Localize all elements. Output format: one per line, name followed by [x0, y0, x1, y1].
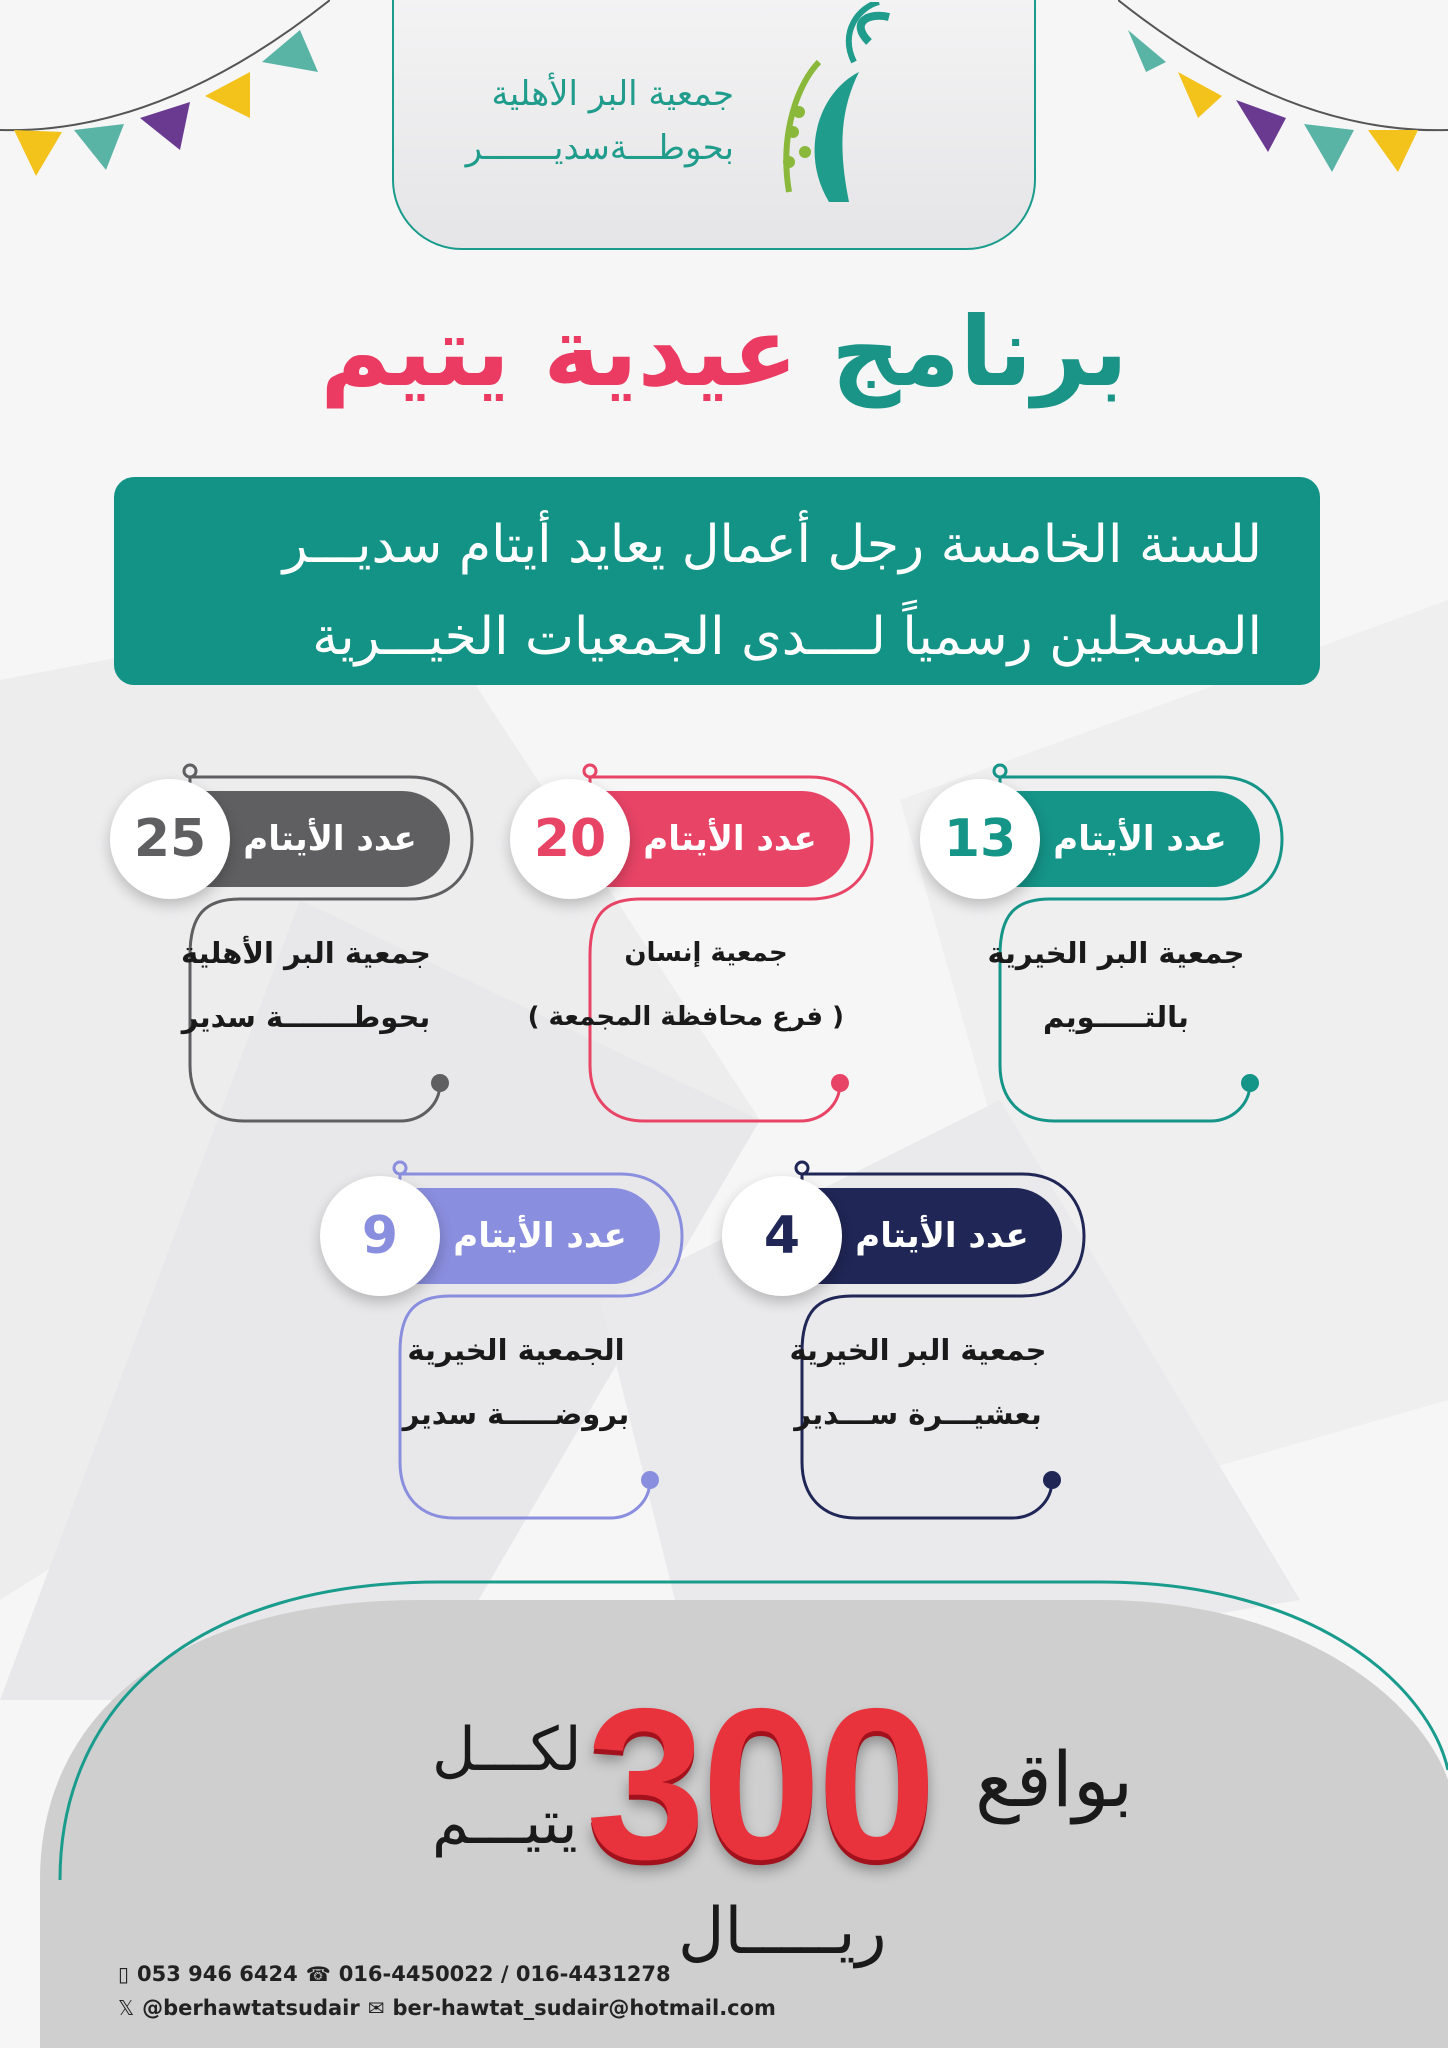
- orphans-count-label: عدد الأيتام: [360, 1188, 660, 1284]
- orphans-count-badge: 20: [510, 779, 630, 899]
- charity-card-rawdah: [320, 1162, 700, 1542]
- charity-name-line1: جمعية البر الخيرية: [987, 936, 1245, 970]
- bunting-right: [1118, 0, 1448, 190]
- logo-box: [392, 0, 1036, 250]
- orphans-count-badge: 13: [920, 779, 1040, 899]
- charity-name-line1: جمعية البر الخيرية: [789, 1333, 1047, 1367]
- banner-line1: للسنة الخامسة رجل أعمال يعايد أيتام سديـــر: [282, 515, 1262, 575]
- reward-prefix: بواقع: [975, 1735, 1134, 1824]
- charity-name-line1: الجمعية الخيرية: [407, 1333, 625, 1367]
- announcement-banner: [114, 477, 1320, 685]
- reward-amount: 300: [586, 1663, 933, 1904]
- org-logo-icon: [759, 2, 899, 222]
- contact-online: [118, 1996, 776, 2020]
- charity-name: [978, 921, 1254, 1049]
- org-name-line2: بحوطـــةسديـــــــر: [465, 128, 734, 168]
- contact-landlines: 016-4450022 / 016-4431278: [338, 1962, 671, 1986]
- charity-name-line1: جمعية البر الأهلية: [181, 936, 431, 970]
- charity-name-line2: بعشيـــرة ســـدير: [794, 1397, 1042, 1431]
- org-name-line1: جمعية البر الأهلية: [491, 74, 734, 114]
- orphans-count-badge: 4: [722, 1176, 842, 1296]
- contact-mobile: 053 946 6424: [137, 1962, 298, 1986]
- orphans-count-label: عدد الأيتام: [762, 1188, 1062, 1284]
- phone-icon: ☎: [305, 1962, 331, 1986]
- title-word2: عيدية يتيم: [320, 296, 798, 408]
- mobile-icon: ▯: [118, 1962, 130, 1986]
- title-word1: برنامج: [831, 296, 1128, 408]
- contact-phones: [118, 1962, 671, 1986]
- contact-twitter[interactable]: @berhawtatsudair: [142, 1996, 360, 2020]
- x-twitter-icon: 𝕏: [118, 1996, 135, 2020]
- charity-card-insan: [510, 765, 890, 1145]
- charity-name: [168, 921, 444, 1049]
- email-icon: ✉: [367, 1996, 385, 2020]
- charity-name: [780, 1318, 1056, 1446]
- orphans-count-label: عدد الأيتام: [960, 791, 1260, 887]
- charity-name-line2: بروضـــــة سدير: [402, 1397, 630, 1431]
- charity-name-line2: بالتـــــويم: [1043, 1000, 1189, 1034]
- charity-name: [527, 921, 844, 1049]
- charity-name-line2: ( فرع محافظة المجمعة ): [527, 1002, 844, 1032]
- charity-name: [378, 1318, 654, 1446]
- charity-card-hawtat: [110, 765, 490, 1145]
- charity-name-line1: جمعية إنسان: [624, 938, 788, 968]
- orphans-count-badge: 25: [110, 779, 230, 899]
- contact-email[interactable]: ber-hawtat_sudair@hotmail.com: [392, 1996, 776, 2020]
- charity-name-line2: بحوطـــــــة سدير: [181, 1000, 431, 1034]
- bunting-left: [0, 0, 330, 190]
- charity-card-asheerah: [722, 1162, 1102, 1542]
- orphans-count-badge: 9: [320, 1176, 440, 1296]
- page-title: [0, 296, 1448, 408]
- charity-card-tuwaim: [920, 765, 1300, 1145]
- banner-line2: المسجلين رسمياً لــــدى الجمعيات الخيـــرية: [312, 607, 1262, 667]
- reward-per-line1: لكـــل: [432, 1715, 582, 1785]
- orphans-count-label: عدد الأيتام: [550, 791, 850, 887]
- orphans-count-label: عدد الأيتام: [150, 791, 450, 887]
- reward-currency: ريـــــال: [678, 1895, 887, 1969]
- reward-per-line2: يتيـــم: [432, 1788, 578, 1858]
